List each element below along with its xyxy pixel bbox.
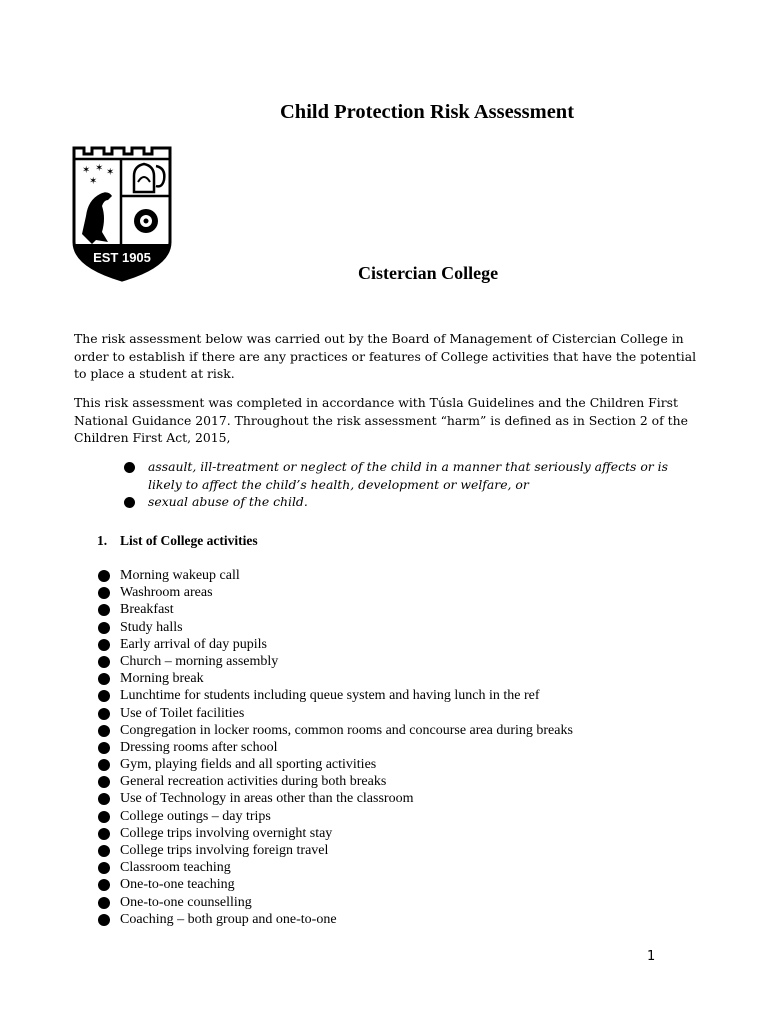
activity-item	[98, 825, 573, 842]
bullet-icon	[98, 897, 110, 909]
bullet-icon	[98, 759, 110, 771]
activity-item	[98, 601, 573, 618]
activity-item	[98, 653, 573, 670]
activity-text: Breakfast	[120, 602, 174, 618]
activity-text: College trips involving foreign travel	[120, 843, 329, 858]
activity-text: Morning wakeup call	[120, 568, 240, 583]
bullet-icon	[98, 622, 110, 634]
activity-text: Washroom areas	[120, 585, 213, 601]
bullet-icon	[98, 793, 110, 805]
activity-text: Gym, playing fields and all sporting activities	[120, 757, 377, 773]
harm-definition-item	[124, 458, 684, 493]
activity-item	[98, 842, 573, 859]
bullet-icon	[98, 725, 110, 737]
activity-text: Dressing rooms after school	[120, 739, 278, 755]
intro-paragraph: The risk assessment below was carried out by the Board of Management of Cistercian College in order to establish if there are any practices or features of College activities that have the potential to place a student at risk.	[74, 331, 697, 381]
bullet-icon	[98, 673, 110, 685]
bullet-icon	[98, 776, 110, 788]
activity-text: College outings – day trips	[120, 808, 271, 824]
section-heading	[97, 533, 258, 549]
activity-text: One-to-one counselling	[120, 894, 252, 910]
svg-text:✶: ✶	[106, 167, 115, 178]
activity-item	[98, 790, 573, 807]
activity-item	[98, 567, 573, 584]
activity-item	[98, 894, 573, 911]
bullet-icon	[98, 845, 110, 857]
svg-text:✶: ✶	[82, 165, 91, 176]
activity-item	[98, 705, 573, 722]
bullet-icon	[98, 879, 110, 891]
activity-text: Morning break	[120, 671, 204, 687]
activity-text: Classroom teaching	[120, 860, 231, 876]
activity-text: Coaching – both group and one-to-one	[120, 911, 337, 927]
bullet-icon	[98, 828, 110, 840]
bullet-icon	[124, 462, 135, 473]
activity-item	[98, 670, 573, 687]
activity-text: Lunchtime for students including queue system and having lunch in the ref	[120, 688, 540, 704]
activity-item	[98, 739, 573, 756]
activity-item	[98, 911, 573, 928]
activity-text: Church – morning assembly	[120, 653, 279, 669]
bullet-icon	[98, 708, 110, 720]
bullet-icon	[98, 587, 110, 599]
bullet-icon	[98, 639, 110, 651]
bullet-icon	[98, 742, 110, 754]
crest-established-text: EST 1905	[93, 250, 151, 265]
activity-item	[98, 756, 573, 773]
harm-definition-text: assault, ill-treatment or neglect of the child in a manner that seriously affects or is likely to affect the child’s health, development or welfare, or	[148, 459, 668, 492]
page-number: 1	[647, 949, 656, 964]
bullet-icon	[98, 570, 110, 582]
college-crest-logo	[72, 146, 172, 282]
activity-item	[98, 722, 573, 739]
bullet-icon	[98, 811, 110, 823]
activity-item	[98, 876, 573, 893]
activity-item	[98, 859, 573, 876]
bullet-icon	[98, 656, 110, 668]
activity-item	[98, 619, 573, 636]
activities-list	[98, 567, 573, 928]
activity-text: One-to-one teaching	[120, 877, 235, 893]
activity-text: Study halls	[120, 619, 183, 635]
svg-text:✶: ✶	[89, 176, 98, 187]
svg-text:✶: ✶	[95, 163, 104, 174]
bullet-icon	[98, 690, 110, 702]
harm-definition-list	[124, 458, 684, 511]
section-heading-text: List of College activities	[120, 533, 258, 548]
bullet-icon	[98, 914, 110, 926]
guidance-paragraph: This risk assessment was completed in accordance with Túsla Guidelines and the Children First National Guidance 2017. Throughout the risk assessment “harm” is defined as in Section 2 of the Children First Act, 2015,	[74, 395, 688, 445]
harm-definition-text: sexual abuse of the child.	[148, 494, 308, 509]
section-number: 1.	[97, 533, 108, 548]
activity-text: Use of Toilet facilities	[120, 705, 245, 721]
activity-text: College trips involving overnight stay	[120, 825, 333, 841]
activity-item	[98, 584, 573, 601]
activity-text: Congregation in locker rooms, common rooms and concourse area during breaks	[120, 722, 573, 738]
activity-text: General recreation activities during both breaks	[120, 774, 387, 790]
activity-text: Early arrival of day pupils	[120, 636, 267, 652]
bullet-icon	[124, 497, 135, 508]
document-title: Child Protection Risk Assessment	[280, 101, 575, 123]
activity-text: Use of Technology in areas other than the classroom	[120, 791, 414, 807]
activity-item	[98, 773, 573, 790]
harm-definition-item	[124, 493, 684, 511]
bullet-icon	[98, 604, 110, 616]
activity-item	[98, 687, 573, 704]
activity-item	[98, 636, 573, 653]
college-name-subtitle: Cistercian College	[358, 263, 499, 283]
bullet-icon	[98, 862, 110, 874]
activity-item	[98, 808, 573, 825]
